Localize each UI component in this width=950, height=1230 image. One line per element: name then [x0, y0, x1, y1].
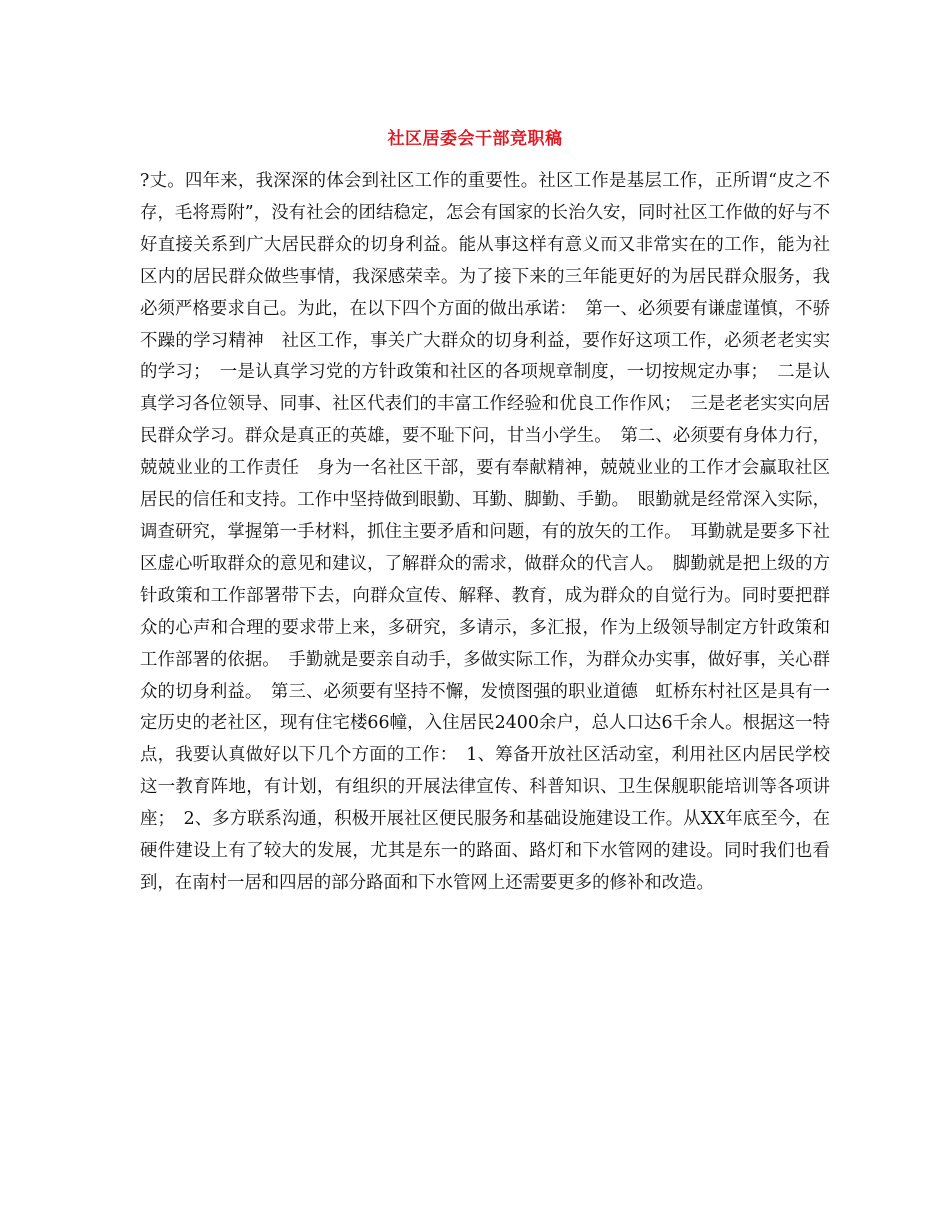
document-title: 社区居委会干部竞职稿: [387, 129, 563, 149]
document-body: ?丈。四年来，我深深的体会到社区工作的重要性。社区工作是基层工作，正所谓“皮之不存，毛将焉附”，没有社会的团结稳定，怎会有国家的长治久安，同时社区工作做的好与不好直接关系到广大居民群众的切身利益。能从事这样有意义而又非常实在的工作，能为社区内的居民群众做些事情，我深感荣幸。为了接下来的三年能更好的为居民群众服务，我必须严格要求自己。为此，在以下四个方面的做出承诺： 第一、必须要有谦虚谨慎，不骄不躁的学习精神 社区工作，事关广大群众的切身利益，要作好这项工作，必须老老实实的学习； 一是认真学习党的方针政策和社区的各项规章制度，一切按规定办事； 二是认真学习各位领导、同事、社区代表们的丰富工作经验和优良工作作风； 三是老老实实向居民群众学习。群众是真正的英雄，要不耻下问，甘当小学生。 第二、必须要有身体力行，兢兢业业的工作责任 身为一名社区干部，要有奉献精神，兢兢业业的工作才会赢取社区居民的信任和支持。工作中坚持做到眼勤、耳勤、脚勤、手勤。 眼勤就是经常深入实际，调查研究，掌握第一手材料，抓住主要矛盾和问题，有的放矢的工作。 耳勤就是要多下社区虚心听取群众的意见和建议，了解群众的需求，做群众的代言人。 脚勤就是把上级的方针政策和工作部署带下去，向群众宣传、解释、教育，成为群众的自觉行为。同时要把群众的心声和合理的要求带上来，多研究，多请示，多汇报，作为上级领导制定方针政策和工作部署的依据。 手勤就是要亲自动手，多做实际工作，为群众办实事，做好事，关心群众的切身利益。 第三、必须要有坚持不懈，发愤图强的职业道德 虹桥东村社区是具有一定历史的老社区，现有住宅楼66幢，入住居民2400余户，总人口达6千余人。根据这一特点，我要认真做好以下几个方面的工作： 1、筹备开放社区活动室，利用社区内居民学校这一教育阵地，有计划，有组织的开展法律宣传、科普知识、卫生保舰职能培训等各项讲座； 2、多方联系沟通，积极开展社区便民服务和基础设施建设工作。从XX年底至今，在硬件建设上有了较大的发展，尤其是东一的路面、路灯和下水管网的建设。同时我们也看到，在南村一居和四居的部分路面和下水管网上还需要更多的修补和改造。: [140, 171, 830, 893]
